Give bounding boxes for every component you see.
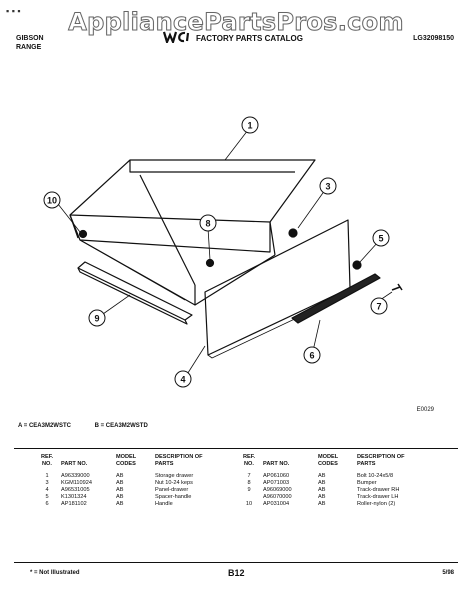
- table-row: 1 A96339000 AB Storage drawer: [45, 473, 194, 479]
- model-number: LG32098150: [413, 35, 454, 42]
- page-number: B12: [228, 568, 245, 578]
- callout-8: [200, 215, 216, 231]
- bumper-drawing: [207, 260, 214, 267]
- table-row: 8 AP071003 AB Bumper: [247, 480, 377, 486]
- description-header: DESCRIPTION OF PARTS: [357, 454, 405, 467]
- table-row: 4 A96531005 AB Panel-drawer: [45, 487, 189, 493]
- table-row: 9 A96069000 AB Track-drawer RH: [247, 487, 400, 493]
- svg-text:9: 9: [94, 313, 100, 324]
- ref-header: REF. NO.: [40, 454, 54, 467]
- parts-table-right: [238, 454, 420, 508]
- corner-marks: ▪ ▪ ▪: [6, 6, 21, 16]
- part-header: PART NO.: [61, 461, 88, 467]
- model-variants: [18, 423, 170, 429]
- svg-text:10: 10: [46, 195, 58, 206]
- parts-table-left: [36, 454, 218, 508]
- svg-text:8: 8: [205, 218, 211, 229]
- drawing-code: E0029: [416, 407, 434, 413]
- callout-6: [304, 347, 320, 363]
- svg-text:6: 6: [309, 350, 315, 361]
- table-bottom-rule: [14, 562, 458, 563]
- variant-a: A = CEA3M2WSTC: [18, 423, 71, 429]
- table-top-rule: [14, 448, 458, 449]
- table-header-row: [36, 454, 218, 473]
- callout-10: [44, 192, 60, 208]
- table-header-row: [238, 454, 420, 473]
- wci-logo-icon: [163, 31, 193, 43]
- callout-3: [320, 178, 336, 194]
- part-header: PART NO.: [263, 461, 290, 467]
- table-row: 5 K1301324 AB Spacer-handle: [45, 494, 192, 500]
- handle-drawing: [292, 274, 380, 323]
- table-row: 3 KGM110924 AB Nut 10-24 keps: [45, 480, 193, 486]
- callout-5: [373, 230, 389, 246]
- brand-line-1: GIBSON: [16, 35, 44, 42]
- table-row: A96070000 AB Track-drawer LH: [263, 494, 399, 500]
- svg-text:1: 1: [247, 120, 253, 131]
- brand-line-2: RANGE: [16, 44, 42, 51]
- svg-text:3: 3: [325, 181, 331, 192]
- svg-text:7: 7: [376, 301, 382, 312]
- bolt-drawing: [392, 284, 402, 290]
- callout-4: [175, 371, 191, 387]
- callout-7: [371, 298, 387, 314]
- storage-drawer-drawing: [70, 160, 315, 222]
- table-row: 7 AP061060 AB Bolt 10-24x5/8: [247, 473, 394, 479]
- nut-drawing: [289, 229, 297, 237]
- callout-1: [242, 117, 258, 133]
- table-row: 6 AP181102 AB Handle: [45, 501, 173, 507]
- table-row: 10 AP031004 AB Roller-nylon (2): [245, 501, 396, 507]
- panel-drawer-drawing: [205, 220, 350, 355]
- watermark: AppliancePartsPros.com: [68, 8, 404, 36]
- variant-b: B = CEA3M2WSTD: [94, 423, 148, 429]
- callout-9: [89, 310, 105, 326]
- catalog-date: 5/98: [442, 570, 454, 576]
- brand-label: [16, 34, 44, 52]
- ref-header: REF. NO.: [242, 454, 256, 467]
- roller-drawing: [80, 231, 87, 238]
- description-header: DESCRIPTION OF PARTS: [155, 454, 203, 467]
- svg-text:5: 5: [378, 233, 384, 244]
- catalog-title: FACTORY PARTS CATALOG: [196, 34, 303, 43]
- model-header: MODEL CODES: [116, 454, 137, 467]
- model-header: MODEL CODES: [318, 454, 339, 467]
- spacer-drawing: [353, 261, 361, 269]
- svg-text:4: 4: [180, 374, 186, 385]
- footnote: * = Not Illustrated: [30, 570, 80, 576]
- exploded-parts-diagram: [0, 100, 472, 400]
